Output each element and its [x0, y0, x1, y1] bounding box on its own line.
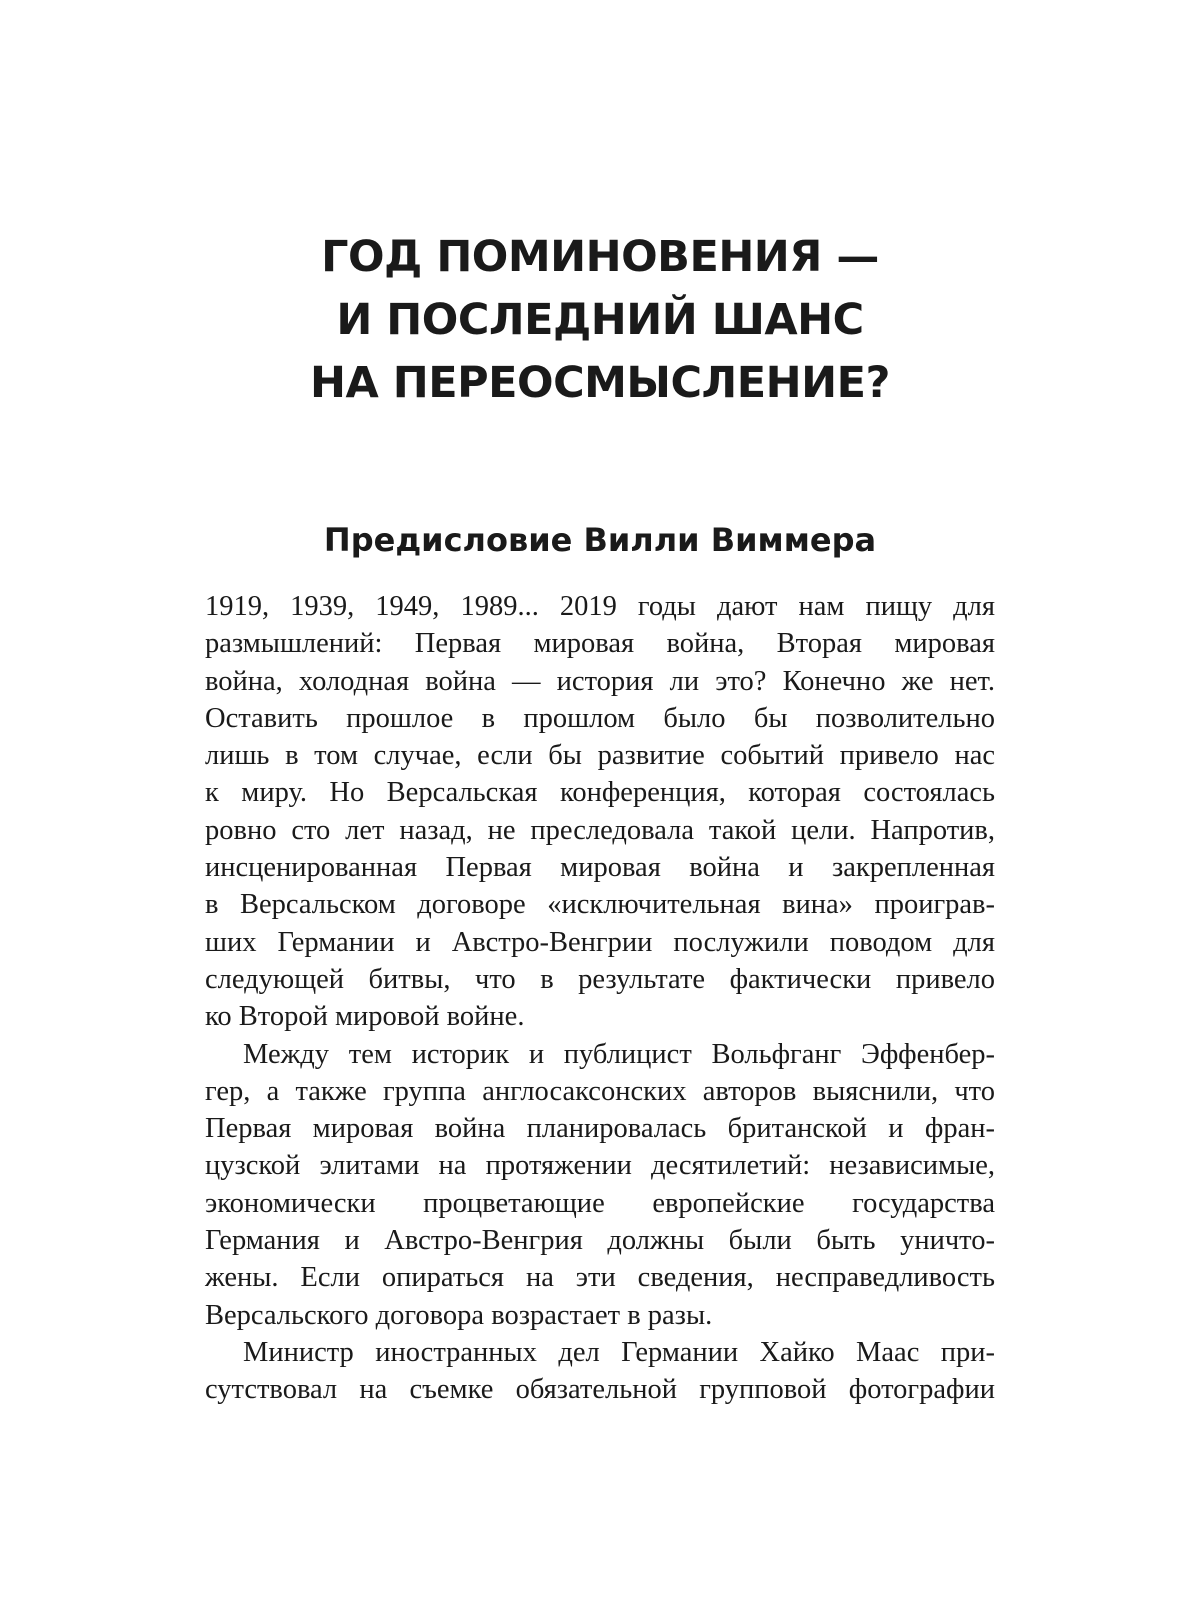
text-line: Оставить прошлое в прошлом было бы позволительно	[205, 702, 995, 734]
chapter-title-line: ГОД ПОМИНОВЕНИЯ —	[321, 232, 879, 282]
text-line: размышлений: Первая мировая война, Вторая мировая	[205, 628, 995, 660]
chapter-title-line: НА ПЕРЕОСМЫСЛЕНИЕ?	[310, 358, 890, 408]
text-line: сутствовал на съемке обязательной групповой фотографии	[205, 1374, 995, 1406]
text-line: ровно сто лет назад, не преследовала такой цели. Напротив,	[205, 814, 995, 846]
text-line: война, холодная война — история ли это? Конечно же нет.	[205, 665, 995, 697]
text-line: инсценированная Первая мировая война и закрепленная	[205, 852, 995, 884]
paragraph	[205, 1334, 995, 1409]
text-line: гер, а также группа англосаксонских авторов выяснили, что	[205, 1075, 995, 1107]
text-line: в Версальском договоре «исключительная вина» проиграв-	[205, 889, 995, 921]
text-line: следующей битвы, что в результате фактически привело	[205, 963, 995, 995]
text-line: ко Второй мировой войне.	[205, 1001, 525, 1033]
text-line: Первая мировая война планировалась британской и фран-	[205, 1113, 995, 1145]
text-line: Версальского договора возрастает в разы.	[205, 1299, 713, 1331]
text-line: лишь в том случае, если бы развитие событий привело нас	[205, 740, 995, 772]
chapter-title-line: И ПОСЛЕДНИЙ ШАНС	[336, 295, 864, 345]
text-line: Германия и Австро-Венгрия должны были быть уничто-	[205, 1225, 995, 1257]
text-line: цузской элитами на протяжении десятилетий: независимые,	[205, 1150, 995, 1182]
body-text	[205, 588, 995, 1409]
text-line: 1919, 1939, 1949, 1989... 2019 годы дают нам пищу для	[205, 591, 995, 622]
text-line: жены. Если опираться на эти сведения, несправедливость	[205, 1262, 995, 1294]
text-line: экономически процветающие европейские государства	[205, 1187, 995, 1219]
text-line: к миру. Но Версальская конференция, которая состоялась	[205, 777, 995, 809]
preface-heading: Предисловие Вилли Виммера	[323, 521, 877, 559]
chapter-title	[150, 226, 1050, 415]
paragraph	[205, 1036, 995, 1334]
paragraph	[205, 588, 995, 1036]
text-line: Между тем историк и публицист Вольфганг Эффенбер-	[243, 1038, 995, 1070]
text-line: ших Германии и Австро-Венгрии послужили поводом для	[205, 926, 995, 958]
text-line: Министр иностранных дел Германии Хайко Маас при-	[243, 1336, 995, 1368]
